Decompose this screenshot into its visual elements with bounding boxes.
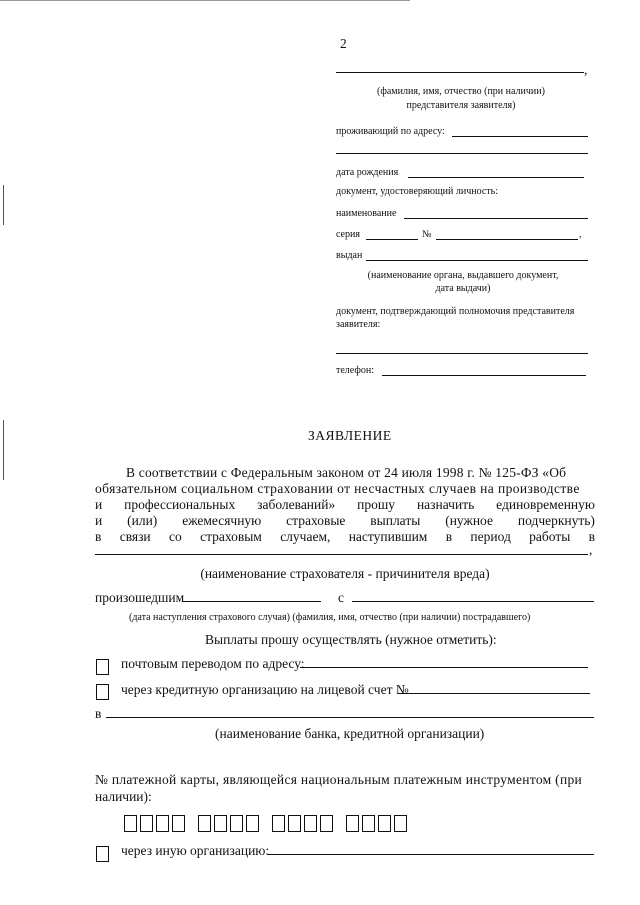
bank-prefix: в bbox=[95, 706, 102, 721]
word: заболеваний» bbox=[257, 497, 336, 512]
phone-field[interactable] bbox=[382, 375, 586, 376]
number-trail-comma: , bbox=[579, 229, 582, 240]
card-digit-group bbox=[198, 814, 262, 832]
card-digit-group bbox=[124, 814, 188, 832]
card-digit-cell[interactable] bbox=[304, 815, 317, 832]
paragraph-line-1: В соответствии с Федеральным законом от 24 июля 1998 г. № 125-ФЗ «Об bbox=[126, 465, 567, 480]
word: единовременную bbox=[496, 497, 595, 512]
postal-checkbox[interactable] bbox=[96, 659, 109, 675]
insurer-trail-comma: , bbox=[589, 542, 593, 557]
birth-date-label: дата рождения bbox=[336, 167, 399, 178]
authority-document-field[interactable] bbox=[336, 353, 588, 354]
card-digit-cell[interactable] bbox=[346, 815, 359, 832]
word: страховым bbox=[200, 529, 262, 544]
word: подчеркнуть) bbox=[517, 513, 595, 528]
occurred-date-field[interactable] bbox=[183, 601, 321, 602]
with-label: с bbox=[338, 590, 344, 605]
authority-document-label-line2: заявителя: bbox=[336, 319, 381, 330]
occurred-caption: (дата наступления страхового случая) (фамилия, имя, отчество (при наличии) пострадавшего) bbox=[129, 612, 531, 623]
other-organization-label: через иную организацию: bbox=[121, 843, 270, 858]
bank-account-field[interactable] bbox=[398, 693, 590, 694]
card-digit-cell[interactable] bbox=[378, 815, 391, 832]
issued-caption-line1: (наименование органа, выдавшего документ, bbox=[367, 270, 559, 281]
card-digit-cell[interactable] bbox=[156, 815, 169, 832]
card-digit-cell[interactable] bbox=[140, 815, 153, 832]
paragraph-line-5 bbox=[95, 529, 595, 545]
scan-edge-mark bbox=[3, 185, 4, 225]
name-caption-line2: представителя заявителя) bbox=[406, 100, 516, 111]
payment-heading: Выплаты прошу осуществлять (нужное отметить): bbox=[205, 632, 497, 647]
bank-checkbox[interactable] bbox=[96, 684, 109, 700]
series-label: серия bbox=[336, 229, 360, 240]
card-number-cells[interactable] bbox=[124, 814, 420, 832]
representative-name-field[interactable] bbox=[336, 72, 584, 73]
series-field[interactable] bbox=[366, 239, 418, 240]
word: связи bbox=[119, 529, 151, 544]
card-digit-cell[interactable] bbox=[288, 815, 301, 832]
postal-option-label: почтовым переводом по адресу: bbox=[121, 656, 305, 671]
issued-caption-line2: дата выдачи) bbox=[435, 283, 491, 294]
scan-edge-mark bbox=[3, 420, 4, 480]
insurer-field[interactable] bbox=[95, 554, 588, 555]
card-digit-cell[interactable] bbox=[320, 815, 333, 832]
id-name-field[interactable] bbox=[404, 218, 588, 219]
card-digit-cell[interactable] bbox=[214, 815, 227, 832]
card-digit-cell[interactable] bbox=[124, 815, 137, 832]
word: прошу bbox=[357, 497, 396, 512]
card-digit-cell[interactable] bbox=[362, 815, 375, 832]
card-digit-cell[interactable] bbox=[272, 815, 285, 832]
bank-option-label: через кредитную организацию на лицевой счет № bbox=[121, 682, 409, 697]
word: (или) bbox=[127, 513, 158, 528]
other-organization-checkbox[interactable] bbox=[96, 846, 109, 862]
card-digit-cell[interactable] bbox=[198, 815, 211, 832]
card-digit-cell[interactable] bbox=[394, 815, 407, 832]
card-digit-group bbox=[272, 814, 336, 832]
word: ежемесячную bbox=[182, 513, 262, 528]
statement-title: ЗАЯВЛЕНИЕ bbox=[308, 428, 392, 443]
word: выплаты bbox=[370, 513, 421, 528]
word: в bbox=[445, 529, 453, 544]
birth-date-field[interactable] bbox=[408, 177, 584, 178]
bank-caption: (наименование банка, кредитной организации) bbox=[215, 726, 485, 741]
word: (нужное bbox=[445, 513, 493, 528]
word: в bbox=[95, 529, 102, 544]
id-name-label: наименование bbox=[336, 208, 397, 219]
id-document-label: документ, удостоверяющий личность: bbox=[336, 186, 498, 197]
victim-name-field[interactable] bbox=[352, 601, 594, 602]
number-label: № bbox=[422, 229, 432, 240]
word: работы bbox=[529, 529, 571, 544]
issued-label: выдан bbox=[336, 250, 363, 261]
paragraph-line-3 bbox=[95, 497, 595, 513]
word: профессиональных bbox=[124, 497, 236, 512]
other-organization-field[interactable] bbox=[268, 854, 594, 855]
word: со bbox=[169, 529, 182, 544]
occurred-label: произошедшим bbox=[95, 590, 185, 605]
card-digit-cell[interactable] bbox=[246, 815, 259, 832]
authority-document-label: документ, подтверждающий полномочия представителя bbox=[336, 306, 575, 317]
postal-address-field[interactable] bbox=[300, 667, 588, 668]
name-caption-line1: (фамилия, имя, отчество (при наличии) bbox=[377, 86, 545, 97]
page-number: 2 bbox=[340, 36, 347, 51]
word: и bbox=[95, 497, 103, 512]
card-digit-cell[interactable] bbox=[172, 815, 185, 832]
bank-name-field[interactable] bbox=[106, 717, 594, 718]
word: и bbox=[95, 513, 103, 528]
address-field-line2[interactable] bbox=[336, 153, 588, 154]
word: в bbox=[588, 529, 595, 544]
address-label: проживающий по адресу: bbox=[336, 126, 445, 137]
card-label-line2: наличии): bbox=[95, 789, 152, 804]
word: период bbox=[470, 529, 511, 544]
insurer-caption: (наименование страхователя - причинителя вреда) bbox=[200, 566, 490, 581]
card-label-line1: № платежной карты, являющейся национальным платежным инструментом (при bbox=[95, 772, 583, 787]
card-digit-cell[interactable] bbox=[230, 815, 243, 832]
id-number-field[interactable] bbox=[436, 239, 578, 240]
name-trail-comma: , bbox=[584, 62, 588, 77]
word: наступившим bbox=[348, 529, 428, 544]
word: страховые bbox=[286, 513, 346, 528]
scan-top-line bbox=[0, 0, 410, 1]
word: случаем, bbox=[280, 529, 331, 544]
phone-label: телефон: bbox=[336, 365, 374, 376]
address-field[interactable] bbox=[452, 136, 588, 137]
paragraph-line-2: обязательном социальном страховании от несчастных случаев на производстве bbox=[95, 481, 580, 496]
issued-field[interactable] bbox=[366, 260, 588, 261]
paragraph-line-4 bbox=[95, 513, 595, 529]
word: назначить bbox=[416, 497, 475, 512]
card-digit-group bbox=[346, 814, 410, 832]
